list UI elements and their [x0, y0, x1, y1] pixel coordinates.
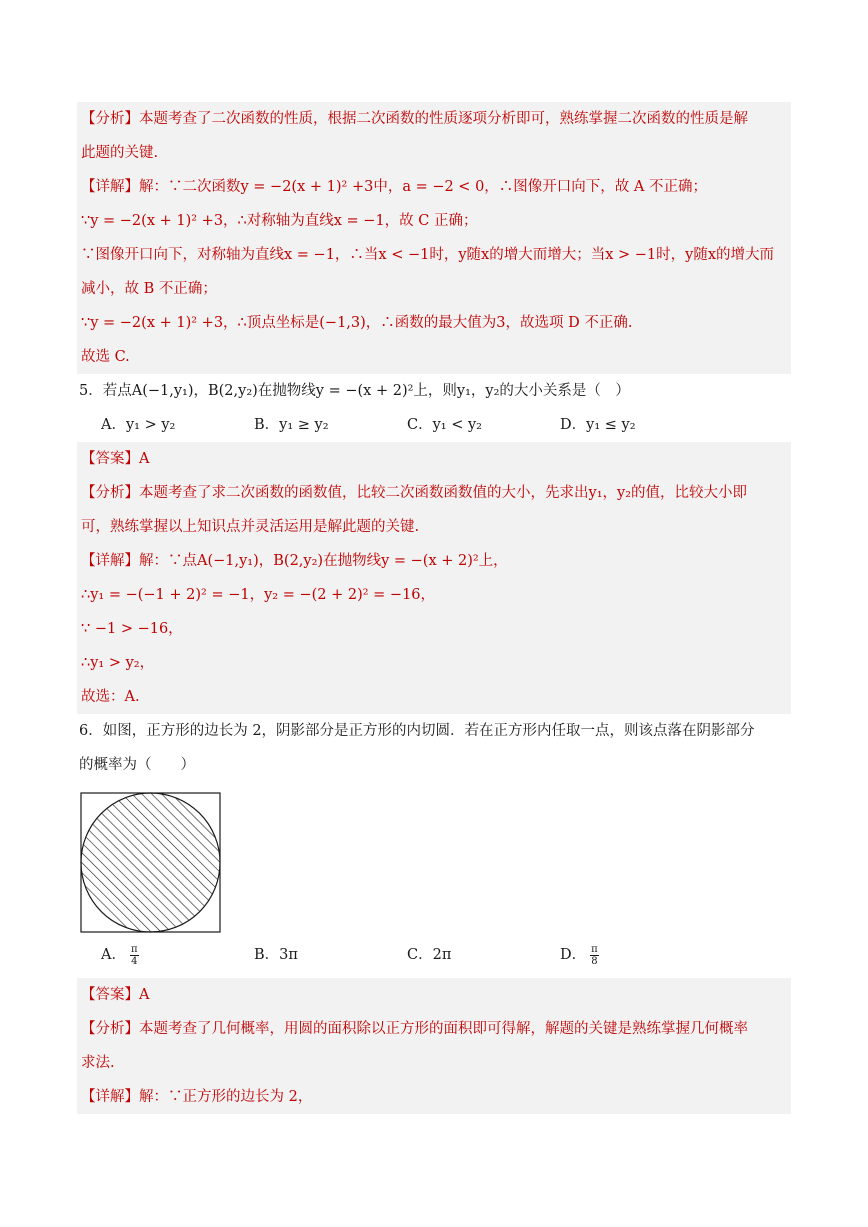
q5-detail-line-1: 【详解】解：∵点A(−1,y₁)，B(2,y₂)在抛物线y = −(x + 2)²上，	[81, 553, 508, 569]
q6-stem-line-1: 6．如图，正方形的边长为 2，阴影部分是正方形的内切圆．若在正方形内任取一点，则该点落在阴影部分	[79, 723, 755, 739]
q5-analysis-line-1: 【分析】本题考查了求二次函数的函数值，比较二次函数函数值的大小，先求出y₁，y₂的值，比较大小即	[81, 485, 748, 501]
q5-option-b: B．y₁ ≥ y₂	[254, 417, 329, 433]
q5-answer: 【答案】A	[81, 451, 150, 467]
q6-figure-area	[77, 782, 791, 932]
q4-solution-block	[77, 102, 791, 374]
q4-detail-line-4: 减小，故 B 不正确；	[81, 281, 217, 297]
page-content	[77, 102, 791, 1114]
q5-detail-line-4: ∴y₁ > y₂，	[81, 655, 155, 671]
q5-option-d: D．y₁ ≤ y₂	[560, 417, 636, 433]
shaded-incircle	[81, 793, 220, 932]
fraction: $\frac{\pi}{8}$	[591, 943, 598, 967]
q4-choice: 故选 C.	[81, 349, 130, 365]
q5-solution-block	[77, 442, 791, 714]
q5-options	[77, 408, 791, 442]
q6-stem-line-2: 的概率为（ ）	[79, 757, 195, 773]
q4-analysis-line-2: 此题的关键.	[81, 145, 159, 161]
q6-answer: 【答案】A	[81, 987, 150, 1003]
q4-detail-line-5: ∵y = −2(x + 1)² +3，∴顶点坐标是(−1,3)，∴函数的最大值为3，故选项 D 不正确.	[81, 315, 633, 331]
q6-option-a: A． $\frac{\pi}{4}$	[101, 943, 138, 967]
q5-option-c: C．y₁ < y₂	[407, 417, 482, 433]
q4-detail-line-2: ∵y = −2(x + 1)² +3，∴对称轴为直线x = −1，故 C 正确；	[81, 213, 478, 229]
q5-analysis-line-2: 可，熟练掌握以上知识点并灵活运用是解此题的关键.	[81, 519, 420, 535]
q4-detail-line-3: ∵图像开口向下，对称轴为直线x = −1，∴当x < −1时，y随x的增大而增大；当x > −1时，y随x的增大而	[81, 247, 774, 263]
q4-detail-line-1: 【详解】解：∵二次函数y = −2(x + 1)² +3中，a = −2 < 0，∴图像开口向下，故 A 不正确；	[81, 179, 707, 195]
q6-analysis-line-1: 【分析】本题考查了几何概率，用圆的面积除以正方形的面积即可得解，解题的关键是熟练掌握几何概率	[81, 1021, 748, 1037]
q5-option-a: A．y₁ > y₂	[101, 417, 176, 433]
q4-analysis-line-1: 【分析】本题考查了二次函数的性质，根据二次函数的性质逐项分析即可，熟练掌握二次函数的性质是解	[81, 111, 748, 127]
fraction: $\frac{\pi}{4}$	[130, 943, 138, 967]
q6-option-c: C．2π	[407, 947, 452, 963]
q5-detail-line-2: ∴y₁ = −(−1 + 2)² = −1，y₂ = −(2 + 2)² = −16，	[81, 587, 436, 603]
q6-option-b: B．3π	[254, 947, 298, 963]
q6-options	[77, 932, 791, 978]
q5-choice: 故选：A.	[81, 689, 140, 705]
square-inscribed-circle-figure	[80, 792, 222, 934]
q6-solution-block	[77, 978, 791, 1114]
q6-analysis-line-2: 求法.	[81, 1055, 115, 1071]
q5-stem: 5．若点A(−1,y₁)，B(2,y₂)在抛物线y = −(x + 2)²上，则y₁，y₂的大小关系是（ ）	[79, 383, 630, 399]
q5-detail-line-3: ∵ −1 > −16，	[81, 621, 183, 637]
q6-detail-line-1: 【详解】解：∵正方形的边长为 2，	[81, 1089, 313, 1105]
q6-option-d: D． $\frac{\pi}{8}$	[560, 943, 598, 967]
